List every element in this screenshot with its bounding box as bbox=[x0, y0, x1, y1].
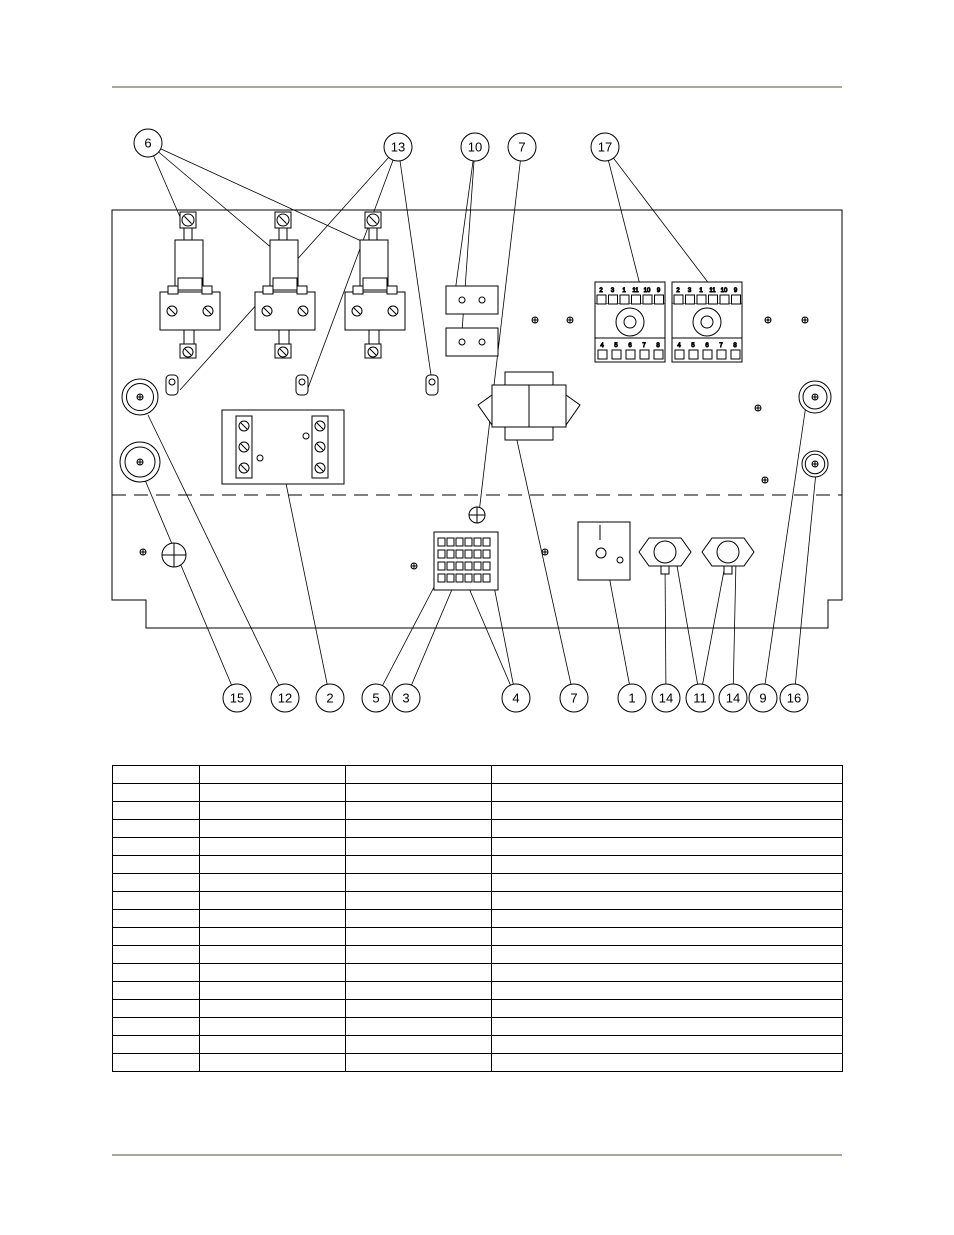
table-cell bbox=[492, 1036, 843, 1054]
callout bbox=[392, 684, 420, 712]
table-cell bbox=[346, 874, 492, 892]
table-cell bbox=[200, 802, 346, 820]
table-cell bbox=[492, 856, 843, 874]
terminal-label: 10 bbox=[643, 288, 651, 294]
header-rule bbox=[112, 86, 842, 88]
terminal-block bbox=[434, 532, 498, 590]
table-row bbox=[113, 982, 843, 1000]
relay-socket bbox=[595, 282, 665, 362]
thermostat bbox=[639, 538, 691, 574]
terminal-label: 11 bbox=[632, 288, 639, 294]
table-cell bbox=[346, 820, 492, 838]
callout-label: 12 bbox=[277, 690, 293, 706]
table-row bbox=[113, 946, 843, 964]
terminal-label: 1 bbox=[699, 288, 703, 294]
terminal-label: 8 bbox=[733, 343, 737, 349]
table-cell bbox=[492, 802, 843, 820]
callout bbox=[652, 684, 680, 712]
callout-label: 16 bbox=[786, 690, 802, 706]
table-cell bbox=[492, 910, 843, 928]
contactor bbox=[222, 410, 344, 484]
table-cell bbox=[346, 1018, 492, 1036]
coil-assembly bbox=[255, 212, 315, 358]
table-cell bbox=[113, 820, 200, 838]
table-cell bbox=[113, 964, 200, 982]
table-cell bbox=[200, 1036, 346, 1054]
terminal-label: 4 bbox=[600, 343, 604, 349]
table-cell bbox=[346, 1036, 492, 1054]
callout bbox=[560, 684, 588, 712]
table-row bbox=[113, 1000, 843, 1018]
control-module bbox=[578, 522, 630, 580]
table-cell bbox=[492, 1000, 843, 1018]
table-cell bbox=[346, 964, 492, 982]
callout-label: 7 bbox=[570, 690, 578, 706]
table-cell bbox=[200, 820, 346, 838]
callout-label: 3 bbox=[402, 690, 410, 706]
table-cell bbox=[200, 1054, 346, 1072]
callout bbox=[362, 684, 390, 712]
table-cell bbox=[200, 892, 346, 910]
table-row bbox=[113, 1054, 843, 1072]
table-cell bbox=[113, 1036, 200, 1054]
table-cell bbox=[346, 928, 492, 946]
thermostat bbox=[702, 538, 754, 574]
table-cell bbox=[346, 766, 492, 784]
table-cell bbox=[346, 784, 492, 802]
table-cell bbox=[492, 982, 843, 1000]
table-cell bbox=[492, 946, 843, 964]
coil-assembly bbox=[160, 212, 220, 358]
table-cell bbox=[346, 910, 492, 928]
table-cell bbox=[200, 856, 346, 874]
terminal-label: 10 bbox=[720, 288, 728, 294]
table-cell bbox=[113, 784, 200, 802]
table-cell bbox=[346, 1054, 492, 1072]
panel-layout-diagram bbox=[0, 120, 954, 720]
table-cell bbox=[346, 1000, 492, 1018]
table-cell bbox=[346, 982, 492, 1000]
terminal-label: 2 bbox=[676, 288, 680, 294]
ground-lug bbox=[426, 375, 438, 395]
callout bbox=[461, 133, 489, 161]
table-cell bbox=[113, 910, 200, 928]
terminal-label: 3 bbox=[610, 288, 615, 294]
table-cell bbox=[113, 802, 200, 820]
callout bbox=[686, 684, 714, 712]
parts-table bbox=[112, 765, 843, 1072]
terminal-label: 4 bbox=[677, 343, 681, 349]
callout-label: 14 bbox=[725, 690, 741, 706]
table-cell bbox=[113, 766, 200, 784]
table-cell bbox=[113, 856, 200, 874]
table-row bbox=[113, 820, 843, 838]
table-cell bbox=[492, 1054, 843, 1072]
table-row bbox=[113, 928, 843, 946]
table-cell bbox=[113, 928, 200, 946]
table-row bbox=[113, 964, 843, 982]
callout bbox=[719, 684, 747, 712]
callout-label: 9 bbox=[759, 690, 767, 706]
relay-socket bbox=[672, 282, 742, 362]
table-cell bbox=[346, 856, 492, 874]
coil-assembly bbox=[345, 212, 405, 358]
table-cell bbox=[200, 946, 346, 964]
table-cell bbox=[113, 874, 200, 892]
terminal-label: 6 bbox=[705, 343, 709, 349]
table-cell bbox=[492, 874, 843, 892]
callout bbox=[316, 684, 344, 712]
table-row bbox=[113, 766, 843, 784]
callout bbox=[591, 133, 619, 161]
table-cell bbox=[200, 838, 346, 856]
table-cell bbox=[492, 820, 843, 838]
terminal-label: 5 bbox=[614, 343, 618, 349]
terminal-label: 11 bbox=[709, 288, 716, 294]
footer-rule bbox=[112, 1154, 842, 1156]
callout-label: 4 bbox=[512, 690, 520, 706]
table-cell bbox=[346, 946, 492, 964]
table-cell bbox=[200, 1000, 346, 1018]
table-cell bbox=[113, 838, 200, 856]
table-cell bbox=[200, 910, 346, 928]
table-cell bbox=[492, 964, 843, 982]
table-row bbox=[113, 910, 843, 928]
table-cell bbox=[200, 1018, 346, 1036]
table-cell bbox=[200, 982, 346, 1000]
callout-label: 17 bbox=[597, 139, 613, 155]
terminal-label: 8 bbox=[656, 343, 660, 349]
table-cell bbox=[113, 1018, 200, 1036]
table-cell bbox=[492, 1018, 843, 1036]
table-cell bbox=[346, 802, 492, 820]
callout bbox=[384, 133, 412, 161]
table-cell bbox=[200, 964, 346, 982]
table-row bbox=[113, 856, 843, 874]
table-cell bbox=[113, 1054, 200, 1072]
table-cell bbox=[113, 946, 200, 964]
table-cell bbox=[492, 784, 843, 802]
table-cell bbox=[200, 928, 346, 946]
table-cell bbox=[113, 982, 200, 1000]
callout bbox=[271, 684, 299, 712]
table-cell bbox=[113, 1000, 200, 1018]
callout-label: 11 bbox=[693, 690, 707, 706]
table-cell bbox=[200, 784, 346, 802]
terminal-label: 9 bbox=[733, 288, 738, 294]
callout-label: 10 bbox=[467, 139, 483, 155]
table-cell bbox=[492, 892, 843, 910]
terminal-label: 7 bbox=[719, 343, 723, 349]
callout bbox=[508, 133, 536, 161]
terminal-label: 3 bbox=[687, 288, 692, 294]
callout-label: 7 bbox=[518, 139, 526, 155]
table-row bbox=[113, 838, 843, 856]
transformer bbox=[478, 372, 580, 440]
table-cell bbox=[492, 766, 843, 784]
diode-module bbox=[446, 328, 498, 356]
table-cell bbox=[492, 838, 843, 856]
terminal-label: 1 bbox=[622, 288, 626, 294]
callout-label: 15 bbox=[229, 690, 245, 706]
table-cell bbox=[346, 892, 492, 910]
callout bbox=[749, 684, 777, 712]
callout-label: 14 bbox=[658, 690, 674, 706]
table-cell bbox=[200, 874, 346, 892]
diode-module bbox=[446, 286, 498, 314]
terminal-label: 9 bbox=[656, 288, 661, 294]
ground-lug bbox=[296, 375, 308, 395]
callout-label: 13 bbox=[390, 139, 406, 155]
table-cell bbox=[346, 838, 492, 856]
table-row bbox=[113, 892, 843, 910]
terminal-label: 2 bbox=[599, 288, 603, 294]
ground-lug bbox=[166, 375, 178, 395]
table-cell bbox=[200, 766, 346, 784]
table-cell bbox=[492, 928, 843, 946]
callout bbox=[502, 684, 530, 712]
table-row bbox=[113, 874, 843, 892]
callout bbox=[618, 684, 646, 712]
terminal-label: 7 bbox=[642, 343, 646, 349]
table-row bbox=[113, 1018, 843, 1036]
terminal-label: 6 bbox=[628, 343, 632, 349]
components bbox=[120, 212, 831, 590]
callout-label: 5 bbox=[372, 690, 380, 706]
callout bbox=[780, 684, 808, 712]
callout-label: 2 bbox=[326, 690, 334, 706]
callout bbox=[134, 129, 162, 157]
terminal-label: 5 bbox=[691, 343, 695, 349]
table-row bbox=[113, 784, 843, 802]
table-row bbox=[113, 1036, 843, 1054]
callout bbox=[223, 684, 251, 712]
callout-label: 6 bbox=[144, 135, 152, 151]
table-cell bbox=[113, 892, 200, 910]
callout-label: 1 bbox=[628, 690, 636, 706]
table-row bbox=[113, 802, 843, 820]
